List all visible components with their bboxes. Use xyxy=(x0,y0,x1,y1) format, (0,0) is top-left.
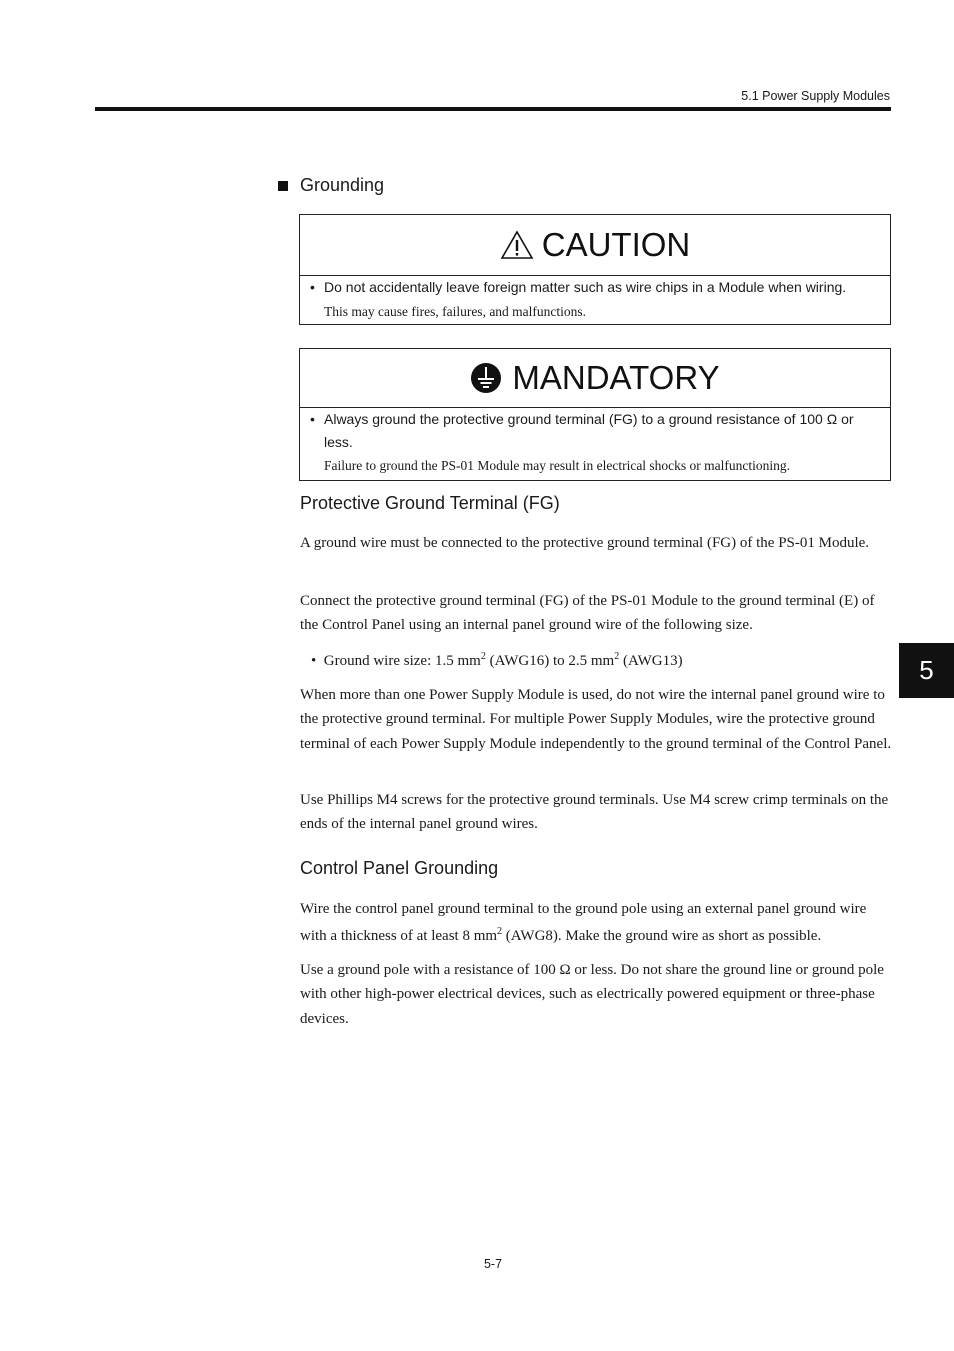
ground-symbol-icon xyxy=(470,362,502,394)
section-heading-text: Grounding xyxy=(300,175,385,195)
mandatory-title-text: MANDATORY xyxy=(512,359,720,396)
mandatory-box xyxy=(299,348,891,481)
mandatory-item xyxy=(300,408,890,454)
cp-paragraph-2: Use a ground pole with a resistance of 100 Ω or less. Do not share the ground line or ground pole with other high-power electrical devices, such as electrically powered equipment or three-phase devices. xyxy=(300,962,884,1027)
fg-paragraph-3: When more than one Power Supply Module is used, do not wire the internal panel ground wire to the protective ground terminal. For multiple Power Supply Modules, wire the protective ground terminal of each Power Supply Module independently to the ground terminal of the Control Panel. xyxy=(300,687,892,752)
page-number: 5-7 xyxy=(483,1257,503,1271)
cp-p1-suffix: (AWG8). Make the ground wire as short as possible. xyxy=(502,928,822,944)
fg-paragraph-1: A ground wire must be connected to the protective ground terminal (FG) of the PS-01 Module. xyxy=(300,535,870,551)
sup: 2 xyxy=(614,651,620,662)
bullet-icon: • xyxy=(310,279,315,295)
cp-heading: Control Panel Grounding xyxy=(300,858,499,878)
fg-paragraph-4: Use Phillips M4 screws for the protective ground terminals. Use M4 screw crimp terminals on the ends of the internal panel ground wires. xyxy=(300,792,889,833)
header-rule xyxy=(95,107,891,111)
wire-size-mid: (AWG16) to 2.5 mm xyxy=(485,653,615,669)
mandatory-title xyxy=(300,349,890,408)
caution-item xyxy=(300,276,890,299)
caution-item-note: This may cause fires, failures, and malfunctions. xyxy=(324,304,587,319)
cp-p1-prefix: Wire the control panel ground terminal to the ground pole using an external panel ground wire with a thickness of at least 8 mm xyxy=(300,901,867,944)
fg-paragraph-2: Connect the protective ground terminal (FG) of the PS-01 Module to the ground terminal (E) of the Control Panel using an internal panel ground wire of the following size. xyxy=(300,593,875,634)
fg-heading: Protective Ground Terminal (FG) xyxy=(300,493,560,513)
bullet-icon: • xyxy=(311,653,317,669)
sup: 2 xyxy=(497,926,503,937)
caution-box xyxy=(299,214,891,325)
wire-size-suffix: (AWG13) xyxy=(619,653,683,669)
chapter-tab: 5 xyxy=(899,643,954,698)
caution-title-text: CAUTION xyxy=(541,226,691,263)
caution-item-text: Do not accidentally leave foreign matter such as wire chips in a Module when wiring. xyxy=(324,279,847,295)
section-heading xyxy=(278,175,384,196)
mandatory-item-note: Failure to ground the PS-01 Module may result in electrical shocks or malfunctioning. xyxy=(324,458,791,473)
wire-size-bullet xyxy=(311,651,683,670)
wire-size-prefix: Ground wire size: 1.5 mm xyxy=(323,653,481,669)
cp-paragraph-1 xyxy=(300,896,892,950)
sup: 2 xyxy=(480,651,486,662)
warning-triangle-icon xyxy=(500,230,534,260)
bullet-icon: • xyxy=(310,411,315,427)
running-header: 5.1 Power Supply Modules xyxy=(741,89,890,103)
mandatory-item-text: Always ground the protective ground terminal (FG) to a ground resistance of 100 Ω or less. xyxy=(324,411,854,450)
caution-title xyxy=(300,215,890,276)
square-bullet-icon xyxy=(278,181,288,191)
